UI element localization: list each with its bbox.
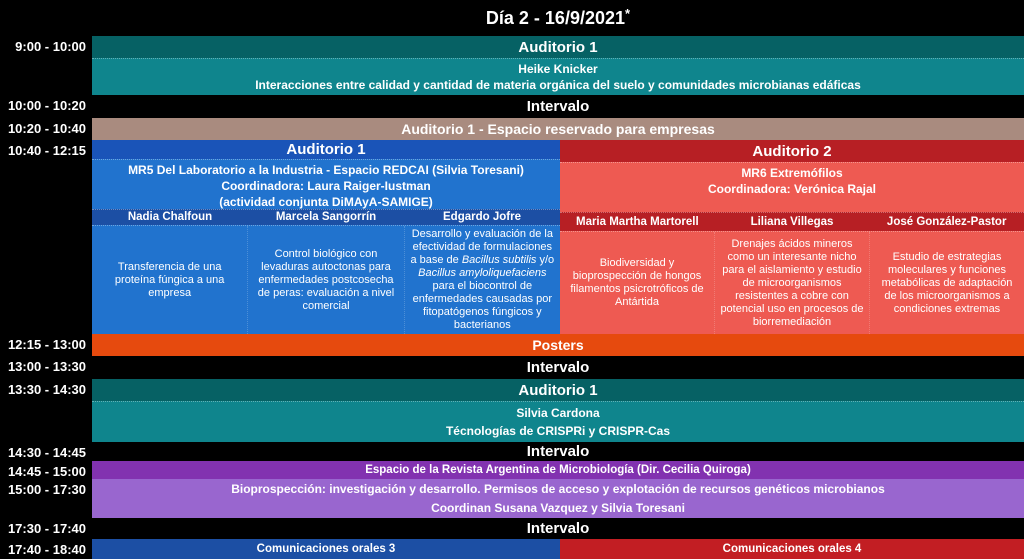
speaker-name: Maria Martha Martorell [575, 216, 699, 228]
row-break-1 [0, 95, 1024, 118]
speaker-name: Edgardo Jofre [443, 211, 521, 224]
speaker-name: Liliana Villegas [750, 216, 834, 228]
session-coordinator: Coordinadora: Verónica Rajal [707, 182, 877, 196]
row-orales [0, 539, 1024, 559]
species-name: Bacillus subtilis [461, 254, 537, 266]
talk-abstract: Estudio de estrategias moleculares y funciones metabólicas de adaptación de los microorganismos a condiciones extremas [881, 250, 1013, 315]
time-label: 10:40 - 12:15 [0, 140, 92, 334]
row-empresas [0, 118, 1024, 140]
speakers-row [92, 209, 560, 225]
session-note: (actividad conjunta DiMAyA-SAMIGE) [219, 194, 433, 209]
row-plenary-1 [0, 36, 1024, 95]
plenary-body [92, 401, 1024, 442]
row-parallel [0, 140, 1024, 334]
talk-title: Interacciones entre calidad y cantidad de materia orgánica del suelo y comunidades microbianas edáficas [255, 78, 861, 93]
speaker-name: Heike Knicker [518, 61, 598, 76]
row-posters [0, 334, 1024, 356]
speaker-name: Silvia Cardona [516, 406, 600, 420]
time-label: 17:40 - 18:40 [0, 539, 92, 559]
row-bioprospeccion [0, 479, 1024, 518]
session-title: MR6 Extremófilos [741, 166, 843, 180]
speaker-name: José González-Pastor [886, 216, 1007, 228]
time-label: 12:15 - 13:00 [0, 334, 92, 356]
talks-row [92, 225, 560, 334]
session-info [560, 162, 1024, 212]
parallel-auditorio-2 [560, 140, 1024, 334]
session-coordinators: Coordinan Susana Vazquez y Silvia Toresani [431, 501, 685, 516]
room-header: Auditorio 1 [92, 36, 1024, 58]
plenary-body [92, 58, 1024, 95]
room-header: Auditorio 2 [560, 140, 1024, 162]
orales-4-label: Comunicaciones orales 4 [560, 539, 1024, 559]
break-label: Intervalo [92, 95, 1024, 118]
room-header: Auditorio 1 [92, 140, 560, 159]
time-label: 14:45 - 15:00 [0, 461, 92, 479]
talk-abstract: Biodiversidad y bioprospección de hongos filamentos psicrotróficos de Antártida [560, 232, 715, 334]
revista-label: Espacio de la Revista Argentina de Microbiología (Dir. Cecilia Quiroga) [92, 461, 1024, 479]
empresas-label: Auditorio 1 - Espacio reservado para empresas [92, 118, 1024, 140]
time-label: 10:20 - 10:40 [0, 118, 92, 140]
talks-row [560, 231, 1024, 334]
talk-abstract: Desarrollo y evaluación de la efectividad de formulaciones a base de Bacillus subtilis y/o Bacillus amyloliquefaciens para el biocontrol de enfermedades causadas por fitopatógenos fúngicos y bacterianos [410, 228, 555, 331]
break-label: Intervalo [92, 356, 1024, 379]
bioprospeccion-body [92, 479, 1024, 518]
day-title: Día 2 - 16/9/2021 [485, 7, 626, 28]
posters-label: Posters [92, 334, 1024, 356]
talk-abstract: Control biológico con levaduras autoctonas para enfermedades postcosecha de peras: evaluación a nivel comercial [248, 226, 404, 334]
time-label: 10:00 - 10:20 [0, 95, 92, 118]
session-info [92, 159, 560, 209]
row-break-3 [0, 442, 1024, 461]
time-label: 17:30 - 17:40 [0, 518, 92, 539]
session-title: MR5 Del Laboratorio a la Industria - Espacio REDCAI (Silvia Toresani) [128, 162, 524, 177]
row-plenary-2 [0, 379, 1024, 442]
talk-abstract: Transferencia de una proteína fúngica a una empresa [92, 226, 248, 334]
speakers-row [560, 212, 1024, 231]
speaker-name: Nadia Chalfoun [127, 211, 213, 224]
title-asterisk: * [625, 5, 631, 21]
break-label: Intervalo [92, 442, 1024, 461]
time-label: 13:00 - 13:30 [0, 356, 92, 379]
session-coordinator: Coordinadora: Laura Raiger-Iustman [221, 178, 431, 193]
row-break-2 [0, 356, 1024, 379]
species-name: Bacillus amyloliquefaciens [418, 267, 547, 279]
row-revista [0, 461, 1024, 479]
parallel-auditorio-1 [92, 140, 560, 334]
time-label: 13:30 - 14:30 [0, 379, 92, 442]
talk-title: Técnologías de CRISPRi y CRISPR-Cas [445, 424, 671, 438]
time-label: 15:00 - 17:30 [0, 479, 92, 518]
time-label: 14:30 - 14:45 [0, 442, 92, 461]
speaker-name: Marcela Sangorrín [275, 211, 377, 224]
time-label: 9:00 - 10:00 [0, 36, 92, 95]
break-label: Intervalo [92, 518, 1024, 539]
orales-3-label: Comunicaciones orales 3 [92, 539, 560, 559]
row-break-4 [0, 518, 1024, 539]
room-header: Auditorio 1 [92, 379, 1024, 401]
title-row [0, 0, 1024, 36]
talk-abstract: Drenajes ácidos mineros como un interesante nicho para el aislamiento y estudio de microorganismos resistentes a cobre con potencial uso en procesos de biorremediación [715, 232, 870, 334]
page-title [0, 5, 1024, 29]
session-title: Bioprospección: investigación y desarrollo. Permisos de acceso y explotación de recursos genéticos microbianos [231, 481, 885, 496]
